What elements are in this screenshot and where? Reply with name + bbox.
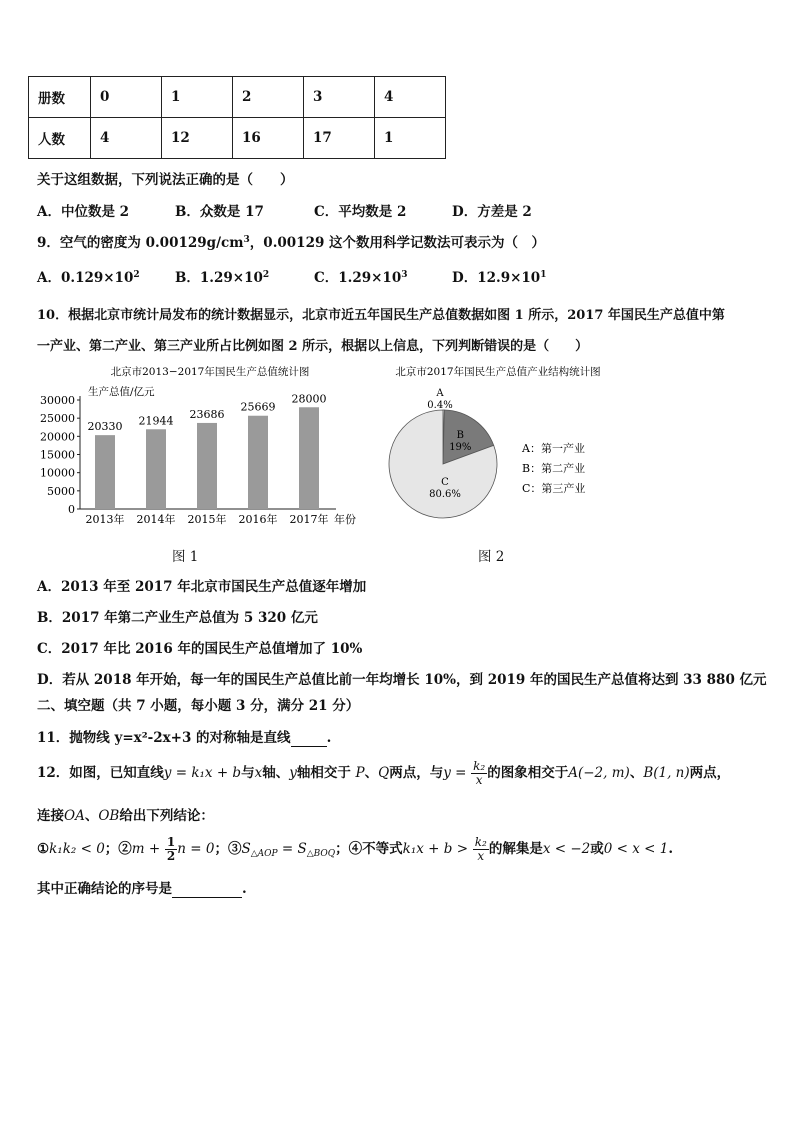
section-heading: 二、填空题（共 7 小题，每小题 3 分，满分 21 分） (37, 698, 360, 714)
q11-end: . (326, 730, 332, 746)
y-tick-label: 30000 (40, 394, 75, 407)
x-axis-label: 年份 (334, 513, 356, 526)
table-cell: 2 (233, 77, 304, 118)
y-tick-label: 25000 (40, 412, 75, 426)
fraction-k2-over-x (473, 836, 489, 863)
q10-option-b: B．2017 年第二产业生产总值为 5 320 亿元 (37, 610, 318, 626)
option-text: D．12.9×10 (452, 270, 541, 286)
q12-text: 轴相交于 (296, 765, 351, 782)
conclusion-3-expr: = S (277, 841, 307, 858)
numerator: k₂ (473, 759, 486, 773)
bar (248, 416, 268, 509)
q9-option-c (314, 266, 408, 286)
q9-stem-text: 9．空气的密度为 0.00129g/cm (37, 235, 244, 251)
option-text: A．0.129×10 (37, 270, 134, 286)
var-x: x (254, 765, 263, 782)
table-cell: 4 (91, 118, 162, 159)
line-equation: y = k₁x + b (163, 765, 242, 782)
q8-option-b: B．众数是 17 (175, 204, 264, 220)
fraction-one-half (165, 836, 177, 863)
legend-entry: A：第一产业 (522, 442, 585, 455)
chart-title: 北京市2013−2017年国民生产总值统计图 (110, 366, 310, 378)
separator: ； (214, 841, 228, 858)
figure-1-caption: 图 1 (172, 549, 199, 565)
q12-text: 其中正确结论的序号是 (37, 881, 172, 897)
option-text: B．1.29×10 (175, 270, 263, 286)
segment-ob: OB (98, 808, 120, 824)
answer-blank (172, 881, 242, 898)
solution-range-2: 0 < x < 1 (603, 841, 669, 858)
option-exponent: 2 (133, 270, 140, 280)
subscript: △BOQ (306, 849, 336, 860)
q9-option-b (175, 266, 269, 286)
q12-line2 (37, 804, 214, 824)
option-exponent: 2 (262, 270, 270, 280)
q10-option-a: A．2013 年至 2017 年北京市国民生产总值逐年增加 (37, 579, 367, 595)
q12-text: 两点， (689, 765, 731, 782)
q9-option-d (452, 266, 546, 286)
denominator: x (477, 849, 485, 864)
q12-line4 (37, 877, 247, 898)
slice-label: C (441, 477, 449, 488)
conclusion-2-expr: n = 0 (177, 841, 215, 858)
q11-text: 11．抛物线 y=x²-2x+3 的对称轴是直线 (37, 730, 291, 746)
table-cell: 人数 (29, 118, 91, 159)
q12-text: 给出下列结论： (119, 808, 214, 824)
slice-percent-label: 80.6% (429, 489, 461, 500)
x-tick-label: 2016年 (238, 513, 278, 526)
chart-title: 北京市2017年国民生产总值产业结构统计图 (395, 366, 601, 378)
conclusion-2-expr: m + (131, 841, 161, 858)
table-row (29, 118, 446, 159)
bar-value-label: 23686 (189, 407, 225, 421)
figure-2-caption: 图 2 (478, 549, 505, 565)
y-tick-label: 5000 (47, 484, 75, 498)
q12-text: 与 (241, 765, 255, 782)
data-table (28, 76, 446, 159)
y-tick-label: 10000 (40, 466, 75, 480)
table-cell: 17 (304, 118, 375, 159)
q12-text: 两点，与 (389, 765, 444, 782)
q12-text: 的图象相交于 (487, 765, 569, 782)
y-tick-label: 20000 (40, 430, 75, 444)
q12-text: 连接 (37, 808, 64, 824)
table-row (29, 77, 446, 118)
option-exponent: 3 (401, 270, 408, 280)
q10-option-d: D．若从 2018 年开始，每一年的国民生产总值比前一年均增长 10%，到 2019 年的国民生产总值将达到 33 880 亿元 (37, 672, 767, 688)
segment-oa: OA (64, 808, 85, 824)
bar (299, 407, 319, 509)
q8-stem: 关于这组数据，下列说法正确的是（ ） (37, 172, 294, 188)
subscript: △AOP (250, 849, 278, 860)
table-cell: 0 (91, 77, 162, 118)
bar (197, 423, 217, 509)
x-tick-label: 2017年 (289, 513, 329, 526)
q12-text: 轴、 (262, 765, 290, 782)
denominator: 2 (166, 849, 176, 864)
table-cell: 16 (233, 118, 304, 159)
legend-entry: B：第二产业 (522, 462, 586, 475)
bar-value-label: 25669 (240, 400, 276, 414)
table-cell: 1 (162, 77, 233, 118)
legend-entry: C：第三产业 (522, 482, 586, 495)
conclusion-4-expr: k₁x + b > (402, 841, 469, 858)
hyperbola-lhs: y = (443, 765, 467, 782)
q12-text: . (242, 881, 247, 897)
q9-stem-exponent: 3 (243, 235, 250, 245)
q12-text: . (668, 841, 674, 858)
q8-option-c: C．平均数是 2 (314, 204, 407, 220)
bar-value-label: 21944 (138, 414, 174, 428)
x-tick-label: 2015年 (187, 513, 227, 526)
table-cell: 1 (375, 118, 446, 159)
q12-text: 、 (364, 765, 379, 782)
answer-blank (291, 730, 327, 747)
table-cell: 3 (304, 77, 375, 118)
y-axis-label: 生产总值/亿元 (88, 386, 155, 398)
point-q: Q (378, 765, 390, 782)
q9-stem (37, 231, 545, 251)
q12-text: 、 (629, 765, 644, 782)
slice-label: B (456, 429, 464, 441)
pie-chart (370, 360, 630, 530)
conclusion-2-number: ② (118, 841, 132, 858)
solution-range-1: x < −2 (542, 841, 591, 858)
q12-text: 12．如图，已知直线 (37, 765, 164, 782)
option-exponent: 1 (540, 270, 547, 280)
q12-conclusions (37, 836, 673, 863)
separator: ； (104, 841, 119, 858)
table-cell: 册数 (29, 77, 91, 118)
q12-text: 或 (590, 841, 604, 858)
x-tick-label: 2014年 (136, 513, 176, 526)
separator: ； (335, 841, 349, 858)
conclusion-4-number: ④ (348, 841, 363, 858)
q12-line1 (37, 760, 730, 787)
x-tick-label: 2013年 (85, 513, 125, 526)
q9-stem-text-2: ，0.00129 这个数用科学记数法可表示为（ ） (249, 235, 546, 251)
q8-option-d: D．方差是 2 (452, 204, 532, 220)
q8-option-a: A．中位数是 2 (37, 204, 130, 220)
q10-option-c: C．2017 年比 2016 年的国民生产总值增加了 10% (37, 641, 363, 657)
denominator: x (475, 773, 483, 788)
bar (146, 429, 166, 509)
numerator: k₂ (474, 835, 487, 849)
table-cell: 12 (162, 118, 233, 159)
y-tick-label: 0 (68, 503, 75, 516)
point-p: P (355, 765, 365, 782)
q12-text: 不等式 (362, 841, 403, 858)
conclusion-1-number: ① (37, 841, 50, 858)
fraction-k2-over-x (471, 760, 487, 787)
q9-option-a (37, 266, 140, 286)
bar-value-label: 20330 (87, 420, 123, 434)
option-text: C．1.29×10 (314, 270, 402, 286)
table-cell: 4 (375, 77, 446, 118)
conclusion-3-number: ③ (227, 841, 242, 858)
q12-text: 、 (84, 808, 99, 824)
point-b: B(1, n) (643, 765, 690, 782)
q11-stem (37, 726, 331, 747)
conclusion-3-expr: S (241, 841, 251, 858)
slice-label: A (436, 388, 444, 399)
point-a: A(−2, m) (568, 765, 630, 782)
bar-value-label: 28000 (291, 392, 327, 406)
q10-stem-line2: 一产业、第二产业、第三产业所占比例如图 2 所示，根据以上信息，下列判断错误的是（ ） (37, 339, 589, 354)
q10-stem-line1: 10．根据北京市统计局发布的统计数据显示，北京市近五年国民生产总值数据如图 1 所示，2017 年国民生产总值中第 (37, 308, 725, 323)
slice-percent-label: 0.4% (427, 400, 453, 411)
numerator: 1 (166, 835, 176, 849)
bar (95, 435, 115, 509)
y-tick-label: 15000 (40, 448, 75, 462)
conclusion-1-expr: k₁k₂ < 0 (49, 841, 105, 858)
var-y: y (289, 765, 297, 782)
slice-percent-label: 19% (449, 441, 472, 453)
bar-chart (40, 360, 370, 530)
q12-text: 的解集是 (488, 841, 543, 858)
